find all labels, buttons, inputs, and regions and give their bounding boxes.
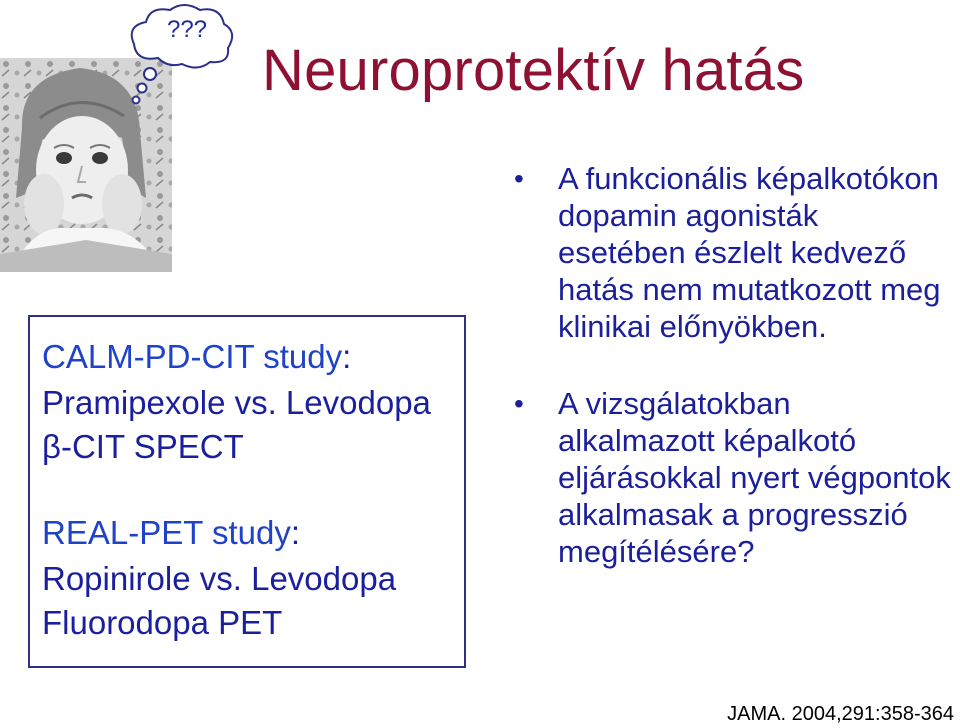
bullet-item [512,160,952,345]
study2-heading [42,513,300,553]
bullet-list [512,160,952,570]
slide-title: Neuroprotektív hatás [262,38,805,103]
bullet-text: A vizsgálatokban alkalmazott képalkotó eljárásokkal nyert végpontok alkalmasak a progresszió megítélésére? [558,386,951,569]
bullet-marker: • [514,388,524,419]
reference-citation: JAMA. 2004,291:358-364 [727,703,954,725]
bullet-item [512,385,952,570]
study2-method: Fluorodopa PET [42,604,283,641]
study2-name: REAL-PET study [42,514,291,551]
study-box [28,315,466,668]
bullet-marker: • [514,163,524,194]
study2-comparison: Ropinirole vs. Levodopa [42,560,397,597]
study2-colon: : [290,514,300,551]
study1-heading [42,337,351,377]
study1-comparison: Pramipexole vs. Levodopa [42,384,431,421]
bullet-text: A funkcionális képalkotókon dopamin agonisták esetében észlelt kedvező hatás nem mutatkozott meg klinikai előnyökben. [558,161,941,344]
study1-name: CALM-PD-CIT study [42,338,343,375]
study1-colon: : [342,338,352,375]
thought-bubble-text: ??? [166,16,208,43]
study1-method: β-CIT SPECT [42,428,244,465]
